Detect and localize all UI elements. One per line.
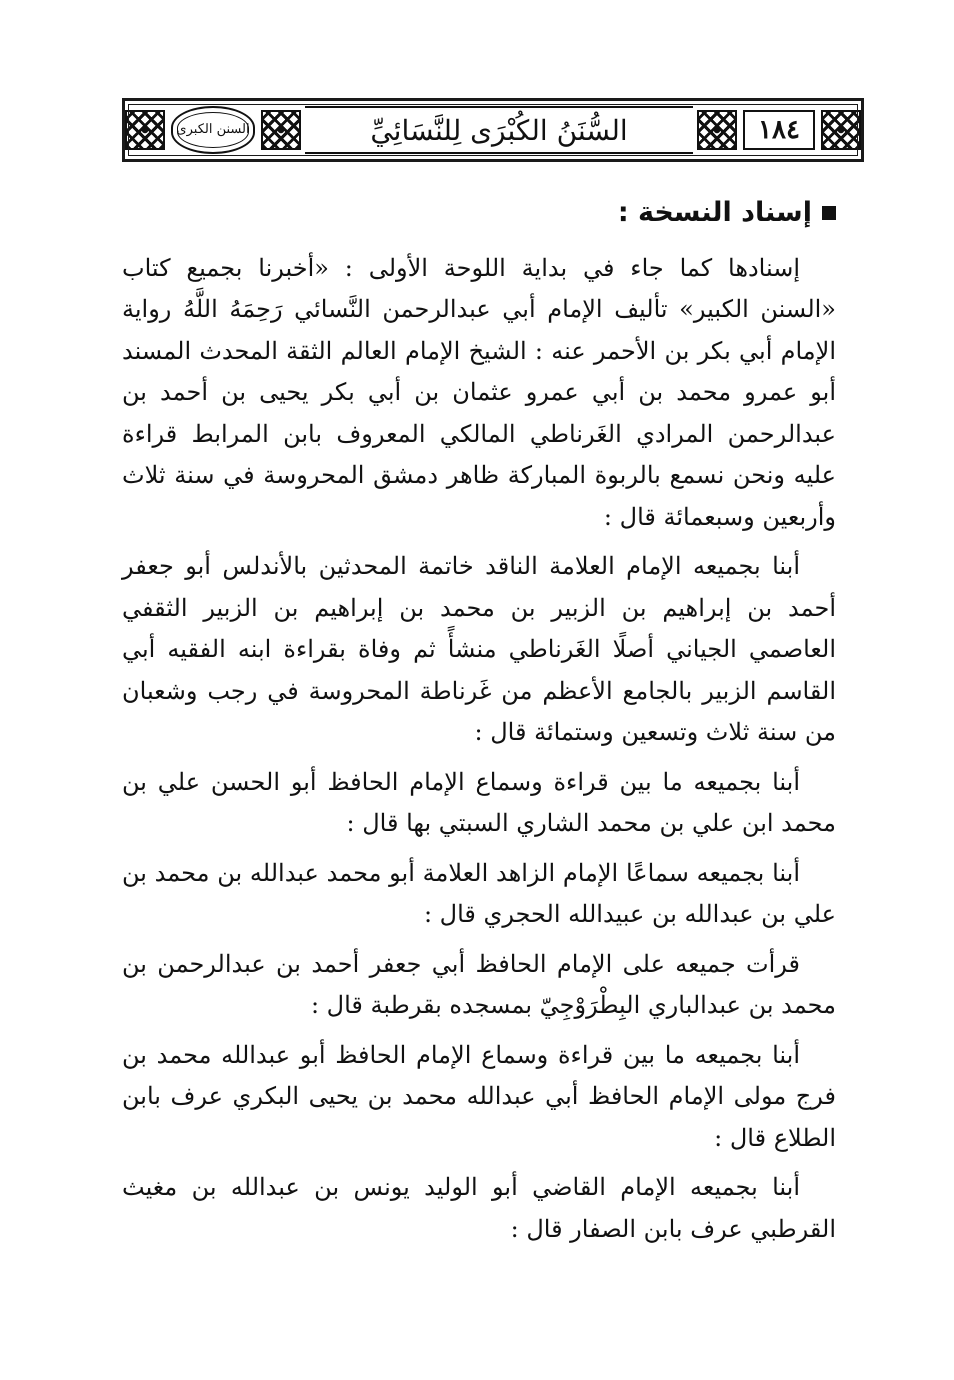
paragraph: أبنا بجميعه الإمام القاضي أبو الوليد يونس بن عبدالله بن مغيث القرطبي عرف بابن الصفار قال : [122, 1173, 836, 1243]
paragraph: أبنا بجميعه ما بين قراءة وسماع الإمام الحافظ أبو الحسن علي بن محمد ابن علي بن محمد الشاري السبتي بها قال : [122, 767, 836, 837]
paragraph: أبنا بجميعه الإمام العلامة الناقد خاتمة المحدثين بالأندلس أبو جعفر أحمد بن إبراهيم بن الزبير بن محمد بن إبراهيم بن الزبير الثقفي العاصمي الجياني أصلًا الغَرناطي منشأً ثم وفاة بقراءة ابنه الفقيه أبي القاسم الزبير بالجامع الأعظم من غَرناطة المحروسة في رجب وشعبان من سنة ثلاث وتسعين وستمائة قال : [122, 552, 837, 746]
section-heading [122, 192, 836, 234]
ornament-icon [821, 110, 861, 150]
page-header [122, 98, 864, 162]
paragraph: إسنادها كما جاء في بداية اللوحة الأولى : «أخبرنا بجميع كتاب «السنن الكبير» تأليف الإمام أبي عبدالرحمن النَّسائي رَحِمَهُ اللَّهُ رواية الإمام أبي بكر بن الأحمر عنه : الشيخ الإمام العالم الثقة المحدث المسند أبو عمرو محمد بن أبي عمرو عثمان بن أبي بكر يحيى بن أحمد بن عبدالرحمن المرادي الغَرناطي المالكي المعروف بابن المرابط قراءة عليه ونحن نسمع بالربوة المباركة ظاهر دمشق المحروسة في سنة ثلاث وأربعين وسبعمائة قال : [122, 253, 836, 531]
section-title-text: إسناد النسخة : [617, 197, 812, 228]
paragraph: أبنا بجميعه سماعًا الإمام الزاهد العلامة أبو محمد عبدالله بن محمد بن علي بن عبدالله بن عبيدالله الحجري قال : [122, 858, 836, 928]
logo-text: السنن الكبرى [176, 121, 250, 137]
ornament-icon [125, 110, 165, 150]
page-number-box [743, 110, 815, 150]
page-body [122, 192, 836, 1258]
book-logo [171, 106, 255, 154]
book-title: السُّنَنُ الكُبْرَى لِلنَّسَائِيِّ [370, 113, 628, 147]
ornament-icon [697, 110, 737, 150]
square-bullet-icon [822, 206, 836, 220]
ornament-icon [261, 110, 301, 150]
paragraph: قرأت جميعه على الإمام الحافظ أبي جعفر أحمد بن عبدالرحمن بن محمد بن عبدالباري البِطْرَوْجِيّ بمسجده بقرطبة قال : [122, 949, 836, 1019]
running-title [305, 106, 693, 154]
paragraph: أبنا بجميعه ما بين قراءة وسماع الإمام الحافظ أبو عبدالله محمد بن فرج مولى الإمام الحافظ أبي عبدالله محمد بن يحيى البكري عرف بابن الطلاع قال : [122, 1040, 836, 1152]
page-number: ١٨٤ [758, 115, 800, 145]
